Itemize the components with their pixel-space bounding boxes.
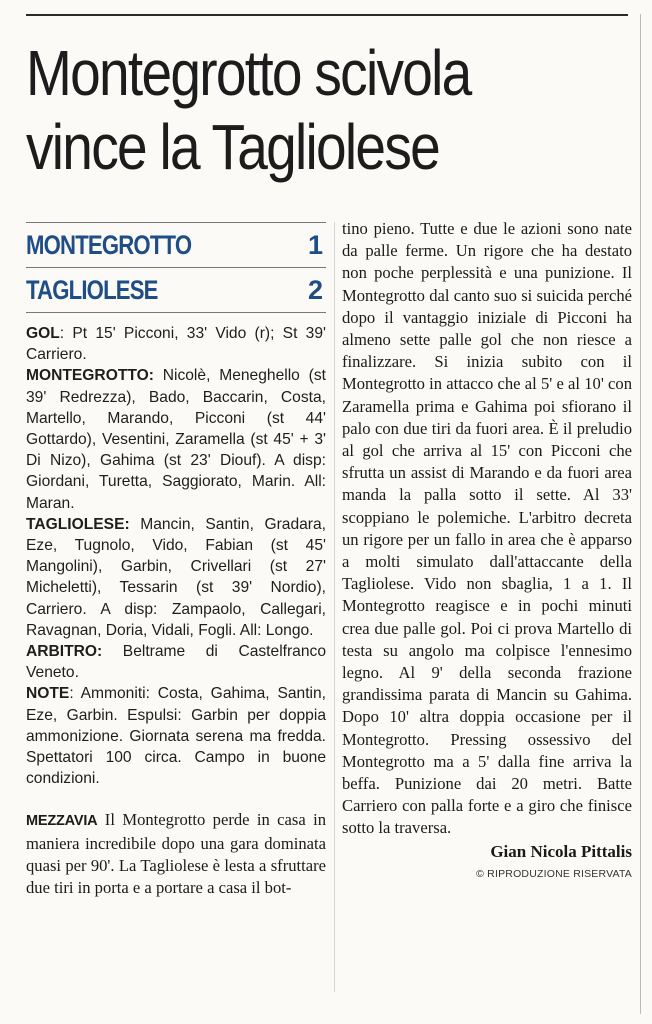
headline-line-2: vince la Tagliolese	[26, 111, 440, 183]
notes-paragraph	[26, 683, 326, 789]
page-edge-rule	[640, 14, 641, 1014]
away-lineup-paragraph	[26, 514, 326, 641]
article-body-start	[26, 809, 326, 899]
goals-paragraph	[26, 323, 326, 365]
home-team-goals: 1	[307, 229, 322, 260]
referee-text: Beltrame di Castelfranco Veneto.	[26, 643, 326, 682]
article-author: Gian Nicola Pittalis	[490, 841, 632, 861]
article-right-text: tino pieno. Tutte e due le azioni sono nate da palle ferme. Un rigore che ha destato non poche perplessità e una punizione. Il Montegrotto dal canto suo si suicida perché dopo il vantaggio iniziale di Picconi ha almeno sette palle gol che non riesce a finalizzare. Si inizia subito con il Montegrotto in attacco che al 5' e al 10' con Zaramella prima e Gahima poi sfiorano il palo con due tiri da fuori area. È il preludio al gol che arriva al 15' con Picconi che sfrutta un assist di Marando e da fuori area manda la palla sotto il sette. Al 33' scoppiano le polemiche. L'arbitro decreta un rigore per un fallo in area che è apparso a molti simulato dall'attaccante della Tagliolese. Vido non sbaglia, 1 a 1. Il Montegrotto reagisce e in pochi minuti crea due palle gol. Poi ci prova Martello di testa su angolo ma colpisce l'ennesimo legno. Al 9' della seconda frazione grandissima parata di Mancin su Gahima. Dopo 10' altra doppia occasione per il Montegrotto. Pressing ossessivo del Montegrotto ma a 5' dalla fine arriva la beffa. Punizione dai 20 metri. Batte Carriero con palla forte e a giro che finisce sotto la traversa.	[342, 219, 632, 838]
away-team-goals: 2	[307, 274, 322, 305]
notes-label: NOTE	[26, 685, 70, 703]
home-lineup-label: MONTEGROTTO:	[26, 367, 154, 385]
headline-line-1: Montegrotto scivola	[26, 37, 471, 109]
away-lineup-label: TAGLIOLESE:	[26, 515, 130, 533]
article-kicker: MEZZAVIA	[26, 813, 98, 830]
referee-label: ARBITRO:	[26, 643, 103, 661]
score-row-home	[26, 223, 326, 267]
goals-text: : Pt 15' Picconi, 33' Vido (r); St 39' Carriero.	[26, 325, 326, 364]
notes-text: : Ammoniti: Costa, Gahima, Santin, Eze, Garbin. Espulsi: Garbin per doppia ammonizione. Giornata serena ma fredda. Spettatori 100 circa. Campo in buone condizioni.	[26, 685, 326, 788]
match-report-box	[26, 323, 326, 789]
score-row-away	[26, 268, 326, 312]
home-lineup-paragraph	[26, 365, 326, 513]
article-left-text: Il Montegrotto perde in casa in maniera incredibile dopo una gara dominata quasi per 90'. La Tagliolese è lesta a sfruttare due tiri in porta e a portare a casa il bot-	[26, 810, 326, 898]
headline	[26, 36, 551, 184]
score-rule-bottom	[26, 312, 326, 313]
left-column	[26, 222, 326, 899]
right-column	[342, 218, 632, 880]
referee-paragraph	[26, 641, 326, 683]
away-team-name: TAGLIOLESE	[26, 274, 158, 305]
copyright-notice: © RIPRODUZIONE RISERVATA	[476, 867, 632, 880]
home-team-name: MONTEGROTTO	[26, 229, 192, 260]
away-lineup-text: Mancin, Santin, Gradara, Eze, Tugnolo, Vido, Fabian (st 45' Mangolini), Garbin, Crivellari (st 27' Micheletti), Tessarin (st 39' Nordio), Carriero. A disp: Zampaolo, Callegari, Ravagnan, Doria, Vidali, Fogli. All: Longo.	[26, 515, 326, 639]
home-lineup-text: Nicolè, Meneghello (st 39' Redrezza), Bado, Baccarin, Costa, Martello, Marando, Picconi (st 44' Gottardo), Vesentini, Zaramella (st 45' + 3' Di Nizo), Gahima (st 23' Diouf). A disp: Giordani, Turetta, Saggiorato, Marin. All: Maran.	[26, 367, 326, 512]
top-rule	[26, 14, 628, 16]
column-divider	[334, 222, 335, 992]
goals-label: GOL	[26, 325, 60, 342]
